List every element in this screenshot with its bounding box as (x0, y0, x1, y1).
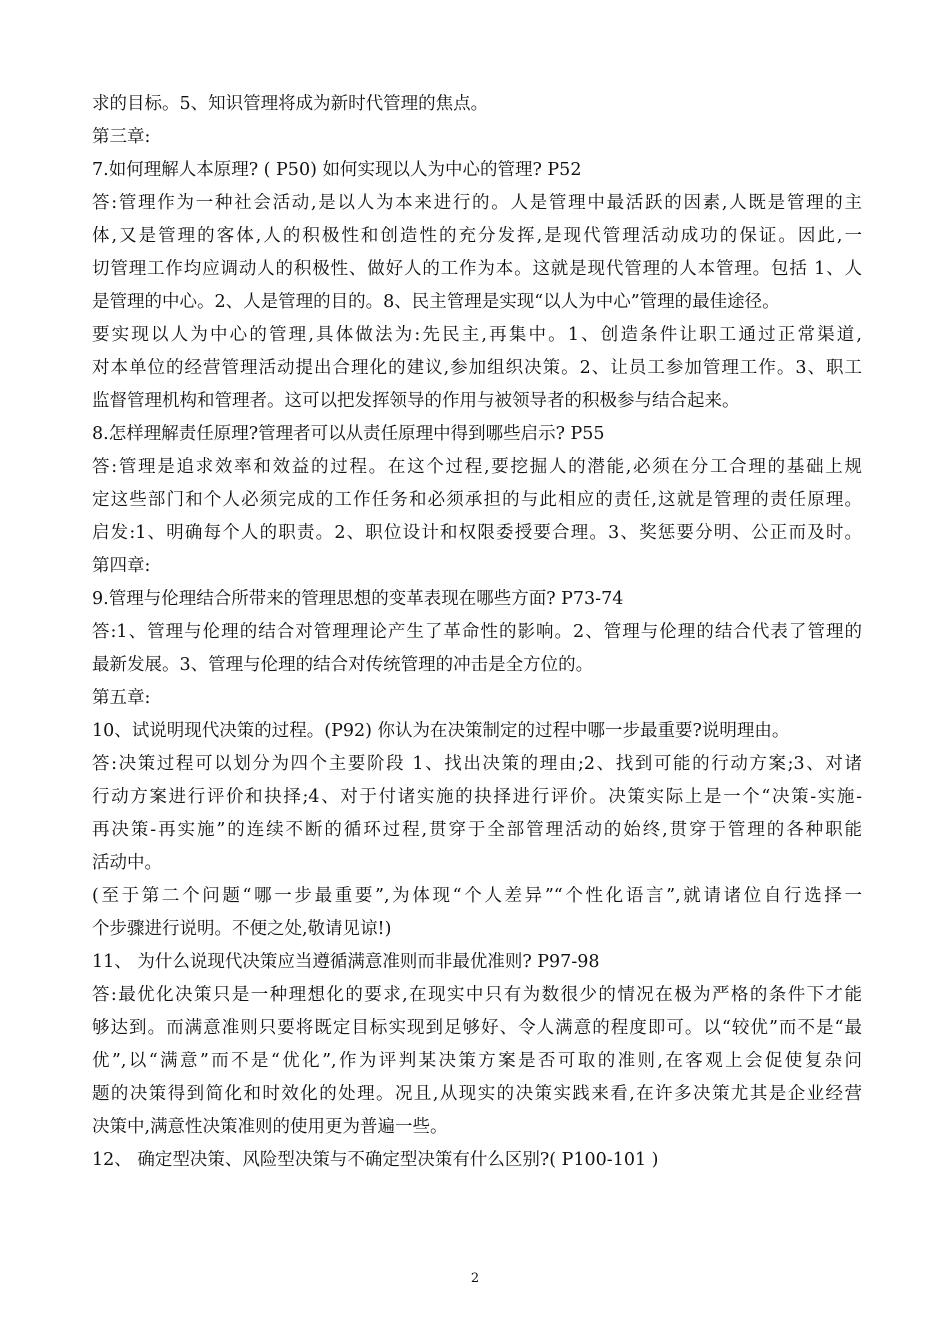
text-line: 监督管理机构和管理者。这可以把发挥领导的作用与被领导者的积极参与结合起来。 (92, 391, 740, 411)
text-line: 个步骤进行说明。不便之处,敬请见谅!) (92, 919, 392, 939)
text-line: 优”,以“满意”而不是“优化”,作为评判某决策方案是否可取的准则,在客观上会促使复杂问 (92, 1051, 862, 1071)
text-line: 体,又是管理的客体,人的积极性和创造性的充分发挥,是现代管理活动成功的保证。因此,一 (92, 226, 862, 246)
text-line: 要实现以人为中心的管理,具体做法为:先民主,再集中。1、创造条件让职工通过正常渠道, (92, 325, 862, 345)
text-line: 是管理的中心。2、人是管理的目的。8、民主管理是实现“以人为中心”管理的最佳途径。 (92, 292, 780, 312)
text-line: 再决策-再实施”的连续不断的循环过程,贯穿于全部管理活动的始终,贯穿于管理的各种职能 (92, 820, 862, 840)
text-line: 定这些部门和个人必须完成的工作任务和必须承担的与此相应的责任,这就是管理的责任原理。 (92, 490, 862, 510)
text-line: 决策中,满意性决策准则的使用更为普遍一些。 (92, 1117, 448, 1137)
text-line: 对本单位的经营管理活动提出合理化的建议,参加组织决策。2、让员工参加管理工作。3、职工 (92, 358, 862, 378)
text-line: 切管理工作均应调动人的积极性、做好人的工作为本。这就是现代管理的人本管理。包括 1、人 (92, 259, 862, 279)
text-line: 最新发展。3、管理与伦理的结合对传统管理的冲击是全方位的。 (92, 655, 594, 675)
document-body (92, 88, 862, 1177)
text-line: 题的决策得到简化和时效化的处理。况且,从现实的决策实践来看,在许多决策尤其是企业经营 (92, 1084, 862, 1104)
text-line: 答:最优化决策只是一种理想化的要求,在现实中只有为数很少的情况在极为严格的条件下才能 (92, 985, 862, 1005)
text-line: 9.管理与伦理结合所带来的管理思想的变革表现在哪些方面? P73-74 (92, 589, 624, 609)
text-line: 11、 为什么说现代决策应当遵循满意准则而非最优准则? P97-98 (92, 952, 600, 972)
text-line: 答:管理作为一种社会活动,是以人为本来进行的。人是管理中最活跃的因素,人既是管理的主 (92, 193, 862, 213)
page-number: 2 (470, 1271, 480, 1286)
text-line: 第三章: (92, 127, 151, 147)
text-line: 行动方案进行评价和抉择;4、对于付诸实施的抉择进行评价。决策实际上是一个“决策-实施- (92, 787, 862, 807)
text-line: 答:决策过程可以划分为四个主要阶段 1、找出决策的理由;2、找到可能的行动方案;3、对诸 (92, 754, 862, 774)
text-line: 求的目标。5、知识管理将成为新时代管理的焦点。 (92, 94, 489, 114)
text-line: (至于第二个问题“哪一步最重要”,为体现“个人差异”“个性化语言”,就请诸位自行选择一 (92, 886, 862, 906)
text-line: 10、试说明现代决策的过程。(P92) 你认为在决策制定的过程中哪一步最重要?说明理由。 (92, 721, 790, 741)
text-line: 够达到。而满意准则只要将既定目标实现到足够好、令人满意的程度即可。以“较优”而不是“最 (92, 1018, 862, 1038)
text-line: 答:1、管理与伦理的结合对管理理论产生了革命性的影响。2、管理与伦理的结合代表了管理的 (92, 622, 862, 642)
text-line: 第五章: (92, 688, 151, 708)
text-line: 答:管理是追求效率和效益的过程。在这个过程,要挖掘人的潜能,必须在分工合理的基础上规 (92, 457, 862, 477)
text-line: 活动中。 (92, 853, 162, 873)
text-line: 12、 确定型决策、风险型决策与不确定型决策有什么区别?( P100-101 ) (92, 1150, 659, 1170)
text-line: 8.怎样理解责任原理?管理者可以从责任原理中得到哪些启示? P55 (92, 424, 605, 444)
text-line: 7.如何理解人本原理? ( P50) 如何实现以人为中心的管理? P52 (92, 160, 582, 180)
text-line: 启发:1、明确每个人的职责。2、职位设计和权限委授要合理。3、奖惩要分明、公正而及时。 (92, 523, 862, 543)
text-line: 第四章: (92, 556, 151, 576)
